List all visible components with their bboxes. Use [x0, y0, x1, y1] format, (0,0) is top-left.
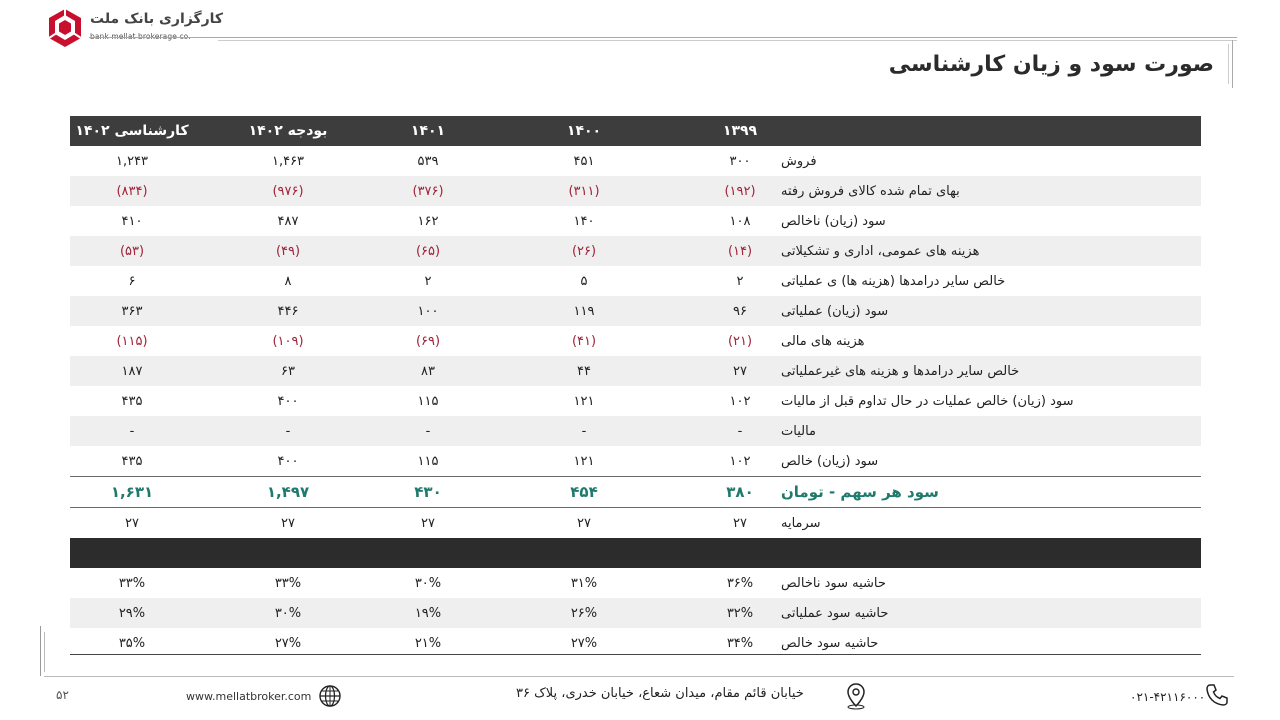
table-cell: ۲۶% [570, 605, 598, 621]
table-cell: (۳۱۱) [568, 183, 600, 199]
table-cell: ۵۳۹ [417, 153, 439, 169]
row-label: سود هر سهم - تومان [781, 483, 939, 501]
table-cell: ۴۴ [577, 363, 591, 379]
table-cell: ۱,۶۳۱ [110, 483, 154, 501]
table-cell: ۱۶۲ [417, 213, 439, 229]
table-cell: (۲۶) [571, 243, 597, 259]
table-cell: ۲۹% [118, 605, 146, 621]
phone-icon [1204, 682, 1230, 708]
table-row [70, 356, 1201, 386]
table-cell: ۲۷% [274, 635, 302, 651]
table-cell: ۱۰۸ [729, 213, 751, 229]
row-label: خالص سایر درامدها (هزینه ها) ی عملیاتی [781, 273, 1006, 289]
table-cell: ۳۵% [118, 635, 146, 651]
table-cell: ۳۸۰ [726, 483, 754, 501]
table-cell: ۱۰۲ [729, 453, 751, 469]
table-row [70, 326, 1201, 356]
table-row [70, 568, 1201, 598]
table-header-row [70, 116, 1201, 146]
location-pin-icon [844, 682, 868, 710]
section-divider-band [70, 538, 1201, 568]
row-label: مالیات [781, 423, 817, 439]
table-cell: ۳۰۰ [729, 153, 751, 169]
table-cell: ۱,۴۹۷ [266, 483, 310, 501]
header-rule-secondary [218, 40, 1237, 41]
footer-side-rule-secondary [44, 632, 45, 672]
table-cell: ۲۷ [733, 363, 747, 379]
table-row [70, 598, 1201, 628]
table-row [70, 416, 1201, 446]
table-cell: ۱۱۹ [573, 303, 595, 319]
table-cell: ۳۳% [118, 575, 146, 591]
table-cell: (۲۱) [727, 333, 753, 349]
title-rule-vertical [1232, 40, 1233, 88]
table-cell: (۳۷۶) [412, 183, 444, 199]
row-label: سود (زیان) ناخالص [781, 213, 886, 229]
row-label: حاشیه سود خالص [781, 635, 879, 651]
table-cell: ۹۶ [733, 303, 747, 319]
table-cell: (۱۰۹) [272, 333, 304, 349]
table-cell: ۴۳۵ [121, 393, 143, 409]
table-cell: - [285, 423, 291, 439]
table-row [70, 296, 1201, 326]
table-cell: (۸۳۴) [116, 183, 148, 199]
table-cell: - [581, 423, 587, 439]
table-cell: ۴۰۰ [277, 393, 299, 409]
row-label: هزینه های مالی [781, 333, 865, 349]
row-label: سرمایه [781, 515, 821, 531]
table-cell: ۲۷ [733, 515, 747, 531]
table-cell: ۳۴% [726, 635, 754, 651]
page-title: صورت سود و زیان کارشناسی [888, 52, 1214, 77]
table-cell: ۲ [736, 273, 744, 289]
table-cell: ۲۷ [281, 515, 295, 531]
table-row [70, 446, 1201, 476]
table-row [70, 236, 1201, 266]
row-label: بهای تمام شده کالای فروش رفته [781, 183, 960, 199]
table-cell: ۱,۲۴۳ [115, 153, 149, 169]
globe-icon [318, 684, 342, 708]
table-cell: ۱۲۱ [573, 453, 595, 469]
eps-row [70, 476, 1201, 508]
table-bottom-rule [70, 654, 1201, 655]
table-cell: ۳۰% [414, 575, 442, 591]
table-cell: - [737, 423, 743, 439]
table-cell: ۳۲% [726, 605, 754, 621]
row-label: حاشیه سود ناخالص [781, 575, 886, 591]
table-cell: ۳۰% [274, 605, 302, 621]
table-cell: ۱۴۰ [573, 213, 595, 229]
table-cell: ۶ [128, 273, 136, 289]
table-row [70, 266, 1201, 296]
table-cell: ۸ [284, 273, 292, 289]
column-header: کارشناسی ۱۴۰۲ [75, 123, 189, 139]
column-header: ۱۴۰۱ [410, 123, 446, 139]
office-address: خیابان قائم مقام، میدان شعاع، خیابان خدری، پلاک ۳۶ [516, 686, 804, 701]
table-cell: ۳۶% [726, 575, 754, 591]
table-cell: ۱۰۰ [417, 303, 439, 319]
table-row [70, 386, 1201, 416]
row-label: سود (زیان) عملیاتی [781, 303, 889, 319]
phone-number[interactable]: ۰۲۱-۴۲۱۱۶۰۰۰ [1130, 690, 1206, 704]
table-cell: (۶۹) [415, 333, 441, 349]
column-header: بودجه ۱۴۰۲ [248, 123, 328, 139]
table-cell: ۱,۴۶۳ [271, 153, 305, 169]
table-cell: (۱۹۲) [724, 183, 756, 199]
row-label: خالص سایر درامدها و هزینه های غیرعملیاتی [781, 363, 1020, 379]
logo-name-fa: کارگزاری بانک ملت [90, 11, 224, 27]
table-cell: ۲ [424, 273, 432, 289]
column-header: ۱۳۹۹ [722, 123, 758, 139]
footer-rule [44, 676, 1234, 677]
header-rule [89, 37, 1237, 38]
row-label: سود (زیان) خالص عملیات در حال تداوم قبل از مالیات [781, 393, 1074, 409]
title-rule-vertical-secondary [1228, 44, 1229, 84]
table-cell: ۴۴۶ [277, 303, 299, 319]
table-cell: ۱۱۵ [417, 393, 439, 409]
table-cell: ۶۳ [281, 363, 295, 379]
table-cell: ۲۷ [421, 515, 435, 531]
table-cell: (۶۵) [415, 243, 441, 259]
table-cell: ۳۶۳ [121, 303, 143, 319]
table-cell: ۲۷ [125, 515, 139, 531]
table-cell: ۲۱% [414, 635, 442, 651]
table-cell: (۴۹) [275, 243, 301, 259]
table-cell: (۱۱۵) [116, 333, 148, 349]
table-cell: ۸۳ [421, 363, 435, 379]
table-row [70, 176, 1201, 206]
capital-row [70, 508, 1201, 538]
logo [46, 8, 246, 48]
table-cell: ۴۱۰ [121, 213, 143, 229]
row-label: فروش [781, 153, 817, 169]
table-cell: ۴۳۰ [414, 483, 442, 501]
table-cell: ۴۰۰ [277, 453, 299, 469]
row-label: سود (زیان) خالص [781, 453, 879, 469]
table-cell: (۱۴) [727, 243, 753, 259]
column-header: ۱۴۰۰ [566, 123, 602, 139]
row-label: هزینه های عمومی، اداری و تشکیلاتی [781, 243, 980, 259]
table-row [70, 146, 1201, 176]
table-cell: ۲۷ [577, 515, 591, 531]
table-cell: (۴۱) [571, 333, 597, 349]
income-statement-table [70, 116, 1201, 658]
table-row [70, 206, 1201, 236]
table-cell: ۲۷% [570, 635, 598, 651]
row-label: حاشیه سود عملیاتی [781, 605, 889, 621]
table-cell: ۱۹% [414, 605, 442, 621]
table-cell: (۹۷۶) [272, 183, 304, 199]
table-cell: ۴۸۷ [277, 213, 299, 229]
table-cell: (۵۳) [119, 243, 145, 259]
table-cell: ۱۲۱ [573, 393, 595, 409]
table-cell: ۳۳% [274, 575, 302, 591]
table-cell: - [129, 423, 135, 439]
table-cell: ۴۳۵ [121, 453, 143, 469]
table-cell: ۱۱۵ [417, 453, 439, 469]
table-cell: - [425, 423, 431, 439]
footer-side-rule [40, 626, 41, 676]
table-cell: ۳۱% [570, 575, 598, 591]
page-number: ۵۲ [56, 688, 69, 702]
table-cell: ۵ [580, 273, 588, 289]
table-cell: ۱۰۲ [729, 393, 751, 409]
website-link[interactable]: www.mellatbroker.com [186, 690, 312, 703]
table-cell: ۱۸۷ [121, 363, 143, 379]
table-cell: ۴۵۱ [573, 153, 595, 169]
logo-mark [46, 8, 84, 48]
table-cell: ۴۵۴ [570, 483, 598, 501]
